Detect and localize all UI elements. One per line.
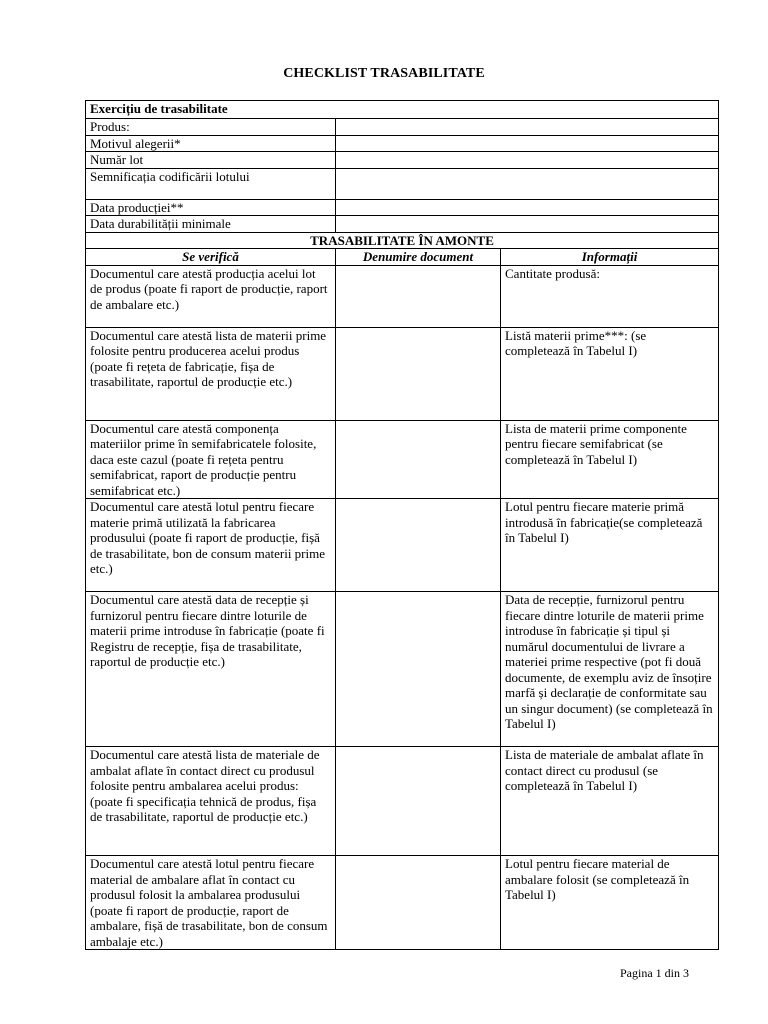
info-cell: Data de recepție, furnizorul pentru fiecare dintre loturile de materii prime introduse în fabricație și tipul și numărul documentului de livrare a materiei prime respective (pot fi două documente, de exemplu aviz de însoțire marfă și declarație de conformitate sau un singur document) (se completează în Tabelul I) <box>501 592 719 747</box>
field-value[interactable] <box>336 152 719 169</box>
check-cell: Documentul care atestă lista de materiale de ambalat aflate în contact direct cu produsul folosite pentru ambalarea acelui produs: (poate fi specificația tehnică de produs, fișa de trasabilitate, raportul de producție etc.) <box>86 747 336 856</box>
document-title: CHECKLIST TRASABILITATE <box>283 66 485 81</box>
field-value[interactable] <box>336 168 719 199</box>
check-cell: Documentul care atestă lotul pentru fiecare material de ambalare aflat în contact cu produsul folosit la ambalarea produsului (poate fi raport de producție, raport de ambalare, fișă de trasabilitate, bon de consum ambalaje etc.) <box>86 856 336 950</box>
field-row-numar-lot <box>86 152 719 169</box>
table-row <box>86 327 719 420</box>
info-cell: Lotul pentru fiecare materie primă introdusă în fabricație(se completează în Tabelul I) <box>501 499 719 592</box>
table-row <box>86 265 719 327</box>
check-cell: Documentul care atestă lista de materii prime folosite pentru producerea acelui produs (poate fi rețeta de fabricație, fișa de trasabilitate, raportul de producție etc.) <box>86 327 336 420</box>
document-cell[interactable] <box>336 592 501 747</box>
field-label: Motivul alegerii* <box>86 135 336 152</box>
document-cell[interactable] <box>336 327 501 420</box>
check-cell: Documentul care atestă componența materiilor prime în semifabricatele folosite, daca este cazul (poate fi rețeta pentru semifabricat, raport de producție pentru semifabricat etc.) <box>86 420 336 499</box>
checklist-table <box>85 100 719 950</box>
field-value[interactable] <box>336 119 719 136</box>
field-label: Produs: <box>86 119 336 136</box>
field-label: Semnificația codificării lotului <box>86 168 336 199</box>
check-cell: Documentul care atestă lotul pentru fiecare materie primă utilizată la fabricarea produsului (poate fi raport de producție, fișă de trasabilitate, bon de consum materii prime etc.) <box>86 499 336 592</box>
document-cell[interactable] <box>336 499 501 592</box>
check-cell: Documentul care atestă producția acelui lot de produs (poate fi raport de producție, raport de ambalare etc.) <box>86 265 336 327</box>
info-cell: Listă materii prime***: (se completează în Tabelul I) <box>501 327 719 420</box>
table-row <box>86 592 719 747</box>
info-cell: Lotul pentru fiecare material de ambalare folosit (se completează în Tabelul I) <box>501 856 719 950</box>
field-value[interactable] <box>336 199 719 216</box>
section2-heading-row <box>86 232 719 249</box>
document-cell[interactable] <box>336 856 501 950</box>
field-row-data-productiei <box>86 199 719 216</box>
table-row <box>86 856 719 950</box>
field-value[interactable] <box>336 216 719 233</box>
info-cell: Lista de materii prime componente pentru fiecare semifabricat (se completează în Tabelul I) <box>501 420 719 499</box>
field-label: Data durabilității minimale <box>86 216 336 233</box>
column-header-informatii: Informații <box>501 249 719 266</box>
table-row <box>86 499 719 592</box>
field-value[interactable] <box>336 135 719 152</box>
document-cell[interactable] <box>336 747 501 856</box>
page-number: Pagina 1 din 3 <box>620 966 689 980</box>
document-cell[interactable] <box>336 420 501 499</box>
check-cell: Documentul care atestă data de recepție și furnizorul pentru fiecare dintre loturile de materii prime introduse în fabricație (poate fi Registru de recepție, fișa de trasabilitate, raportul de producție etc.) <box>86 592 336 747</box>
section2-heading: TRASABILITATE ÎN AMONTE <box>86 232 719 249</box>
field-row-semnificatia <box>86 168 719 199</box>
field-row-motivul-alegerii <box>86 135 719 152</box>
column-header-denumire-document: Denumire document <box>336 249 501 266</box>
table-row <box>86 420 719 499</box>
document-cell[interactable] <box>336 265 501 327</box>
field-row-data-durabilitatii <box>86 216 719 233</box>
info-cell: Lista de materiale de ambalat aflate în contact direct cu produsul (se completează în Tabelul I) <box>501 747 719 856</box>
column-header-row <box>86 249 719 266</box>
table-row <box>86 747 719 856</box>
section1-heading: Exercițiu de trasabilitate <box>86 101 719 119</box>
field-row-produs <box>86 119 719 136</box>
column-header-se-verifica: Se verifică <box>86 249 336 266</box>
field-label: Număr lot <box>86 152 336 169</box>
section1-heading-row <box>86 101 719 119</box>
info-cell: Cantitate produsă: <box>501 265 719 327</box>
field-label: Data producției** <box>86 199 336 216</box>
